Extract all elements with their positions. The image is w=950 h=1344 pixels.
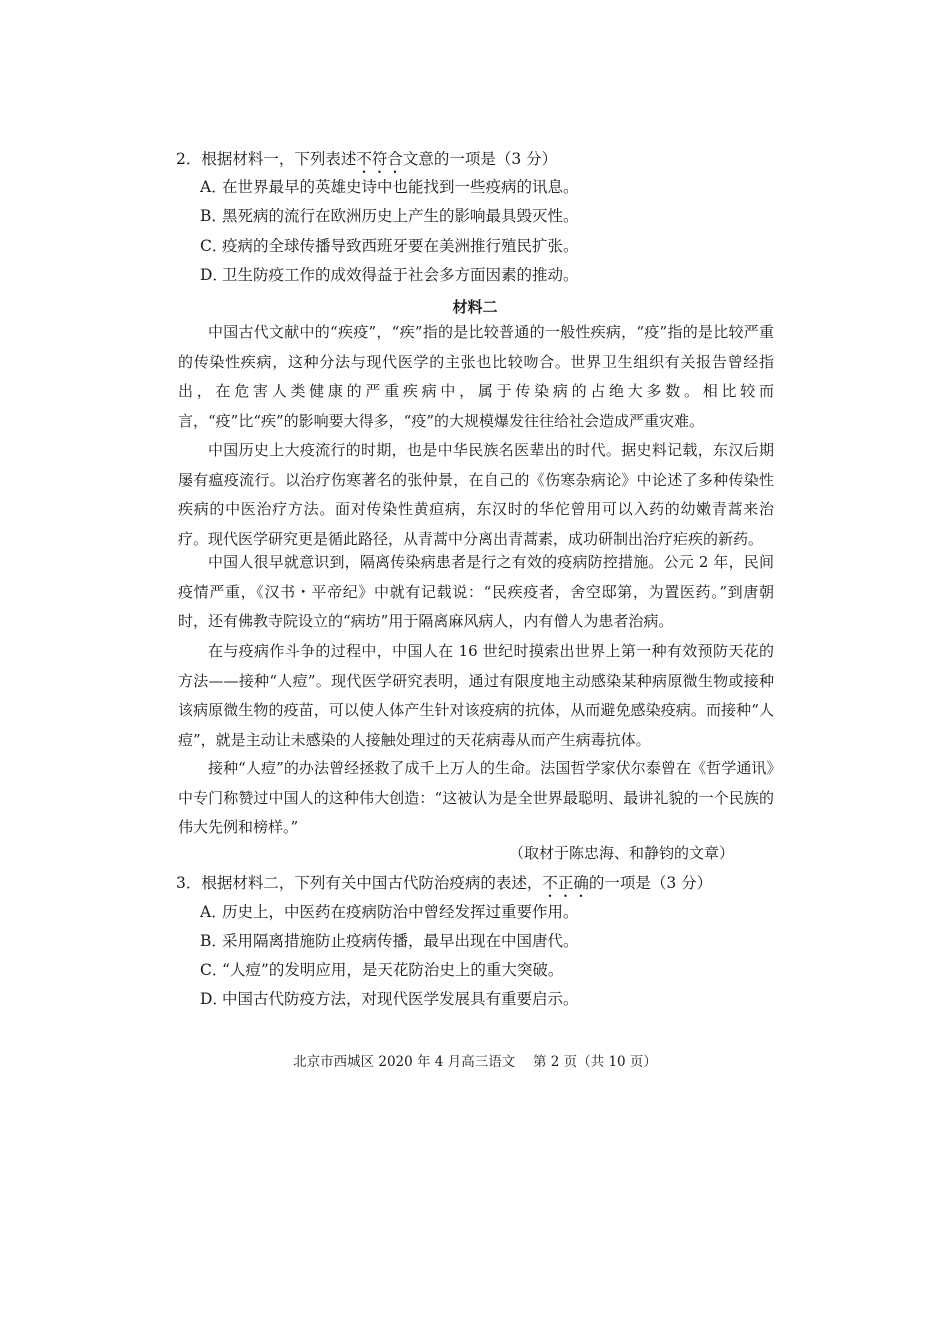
- option-letter: B．: [200, 207, 227, 225]
- option-text: 中国古代防疫方法，对现代医学发展具有重要启示。: [222, 990, 579, 1008]
- question-2-stem-before: 2．根据材料一，下列表述: [176, 150, 357, 168]
- question-3-option-b: [200, 930, 579, 952]
- question-3-emphasis: 不正确: [542, 874, 589, 892]
- material-2-paragraph-5: 接种“人痘”的办法曾经拯救了成千上万人的生命。法国哲学家伏尔泰曾在《哲学通讯》中专门称赞过中国人的这种伟大创造：“这被认为是全世界最聪明、最讲礼貌的一个民族的伟大先例和榜样。”: [178, 759, 774, 836]
- question-2-option-c: [200, 235, 579, 257]
- material-2-source: （取材于陈忠海、和静钧的文章）: [508, 844, 734, 862]
- question-3-stem-before: 3．根据材料二，下列有关中国古代防治疫病的表述，: [176, 874, 543, 892]
- question-2-option-a: [200, 176, 579, 198]
- question-3-stem: [176, 872, 712, 901]
- material-2-title: 材料二: [452, 298, 498, 316]
- question-2-option-b: [200, 205, 579, 227]
- option-text: 采用隔离措施防止疫病传播，最早出现在中国唐代。: [222, 932, 579, 950]
- page-footer: 北京市西城区 2020 年 4 月高三语文 第 2 页（共 10 页）: [293, 1054, 657, 1070]
- option-text: 历史上，中医药在疫病防治中曾经发挥过重要作用。: [222, 903, 579, 921]
- question-2-option-d: [200, 264, 579, 286]
- option-text: “人痘”的发明应用，是天花防治史上的重大突破。: [222, 961, 564, 979]
- question-3-option-c: [200, 959, 563, 981]
- question-2-stem-after: 文意的一项是（3 分）: [402, 150, 558, 168]
- question-3-stem-after: 的一项是（3 分）: [588, 874, 713, 892]
- option-text: 卫生防疫工作的成效得益于社会多方面因素的推动。: [222, 266, 579, 284]
- question-2-stem: [176, 148, 557, 177]
- option-letter: B．: [200, 932, 227, 950]
- material-2-paragraph-1: 中国古代文献中的“疾疫”，“疾”指的是比较普通的一般性疾病，“疫”指的是比较严重的传染性疾病，这种分法与现代医学的主张也比较吻合。世界卫生组织有关报告曾经指出，在危害人类健康的严重疾病中，属于传染病的占绝大多数。相比较而言，“疫”比“疾”的影响要大得多，“疫”的大规模爆发往往给社会造成严重灾难。: [178, 323, 774, 430]
- material-2-paragraph-2: 中国历史上大疫流行的时期，也是中华民族名医辈出的时代。据史料记载，东汉后期屡有瘟疫流行。以治疗伤寒著名的张仲景，在自己的《伤寒杂病论》中论述了多种传染性疾病的中医治疗方法。面对传染性黄疸病，东汉时的华佗曾用可以入药的幼嫩青蒿来治疗。现代医学研究更是循此路径，从青蒿中分离出青蒿素，成功研制出治疗疟疾的新药。: [178, 441, 774, 548]
- question-3-option-d: [200, 988, 579, 1010]
- option-text: 黑死病的流行在欧洲历史上产生的影响最具毁灭性。: [222, 207, 579, 225]
- option-letter: C．: [200, 961, 228, 979]
- question-2-emphasis: 不符合: [356, 150, 403, 168]
- option-text: 疫病的全球传播导致西班牙要在美洲推行殖民扩张。: [222, 237, 579, 255]
- material-2-paragraph-3: 中国人很早就意识到，隔离传染病患者是行之有效的疫病防控措施。公元 2 年，民间疫情严重，《汉书・平帝纪》中就有记载说：“民疾疫者，舍空邸第，为置医药。”到唐朝时，还有佛教寺院设立的“病坊”用于隔离麻风病人，内有僧人为患者治病。: [178, 553, 774, 630]
- option-letter: A．: [200, 178, 227, 196]
- option-letter: D．: [200, 990, 228, 1008]
- option-letter: C．: [200, 237, 228, 255]
- material-2-paragraph-4: 在与疫病作斗争的过程中，中国人在 16 世纪时摸索出世界上第一种有效预防天花的方法——接种“人痘”。现代医学研究表明，通过有限度地主动感染某种病原微生物或接种该病原微生物的疫苗，可以使人体产生针对该疫病的抗体，从而避免感染疫病。而接种“人痘”，就是主动让未感染的人接触处理过的天花病毒从而产生病毒抗体。: [178, 642, 774, 749]
- option-letter: A．: [200, 903, 227, 921]
- option-text: 在世界最早的英雄史诗中也能找到一些疫病的讯息。: [222, 178, 579, 196]
- question-3-option-a: [200, 901, 579, 923]
- option-letter: D．: [200, 266, 228, 284]
